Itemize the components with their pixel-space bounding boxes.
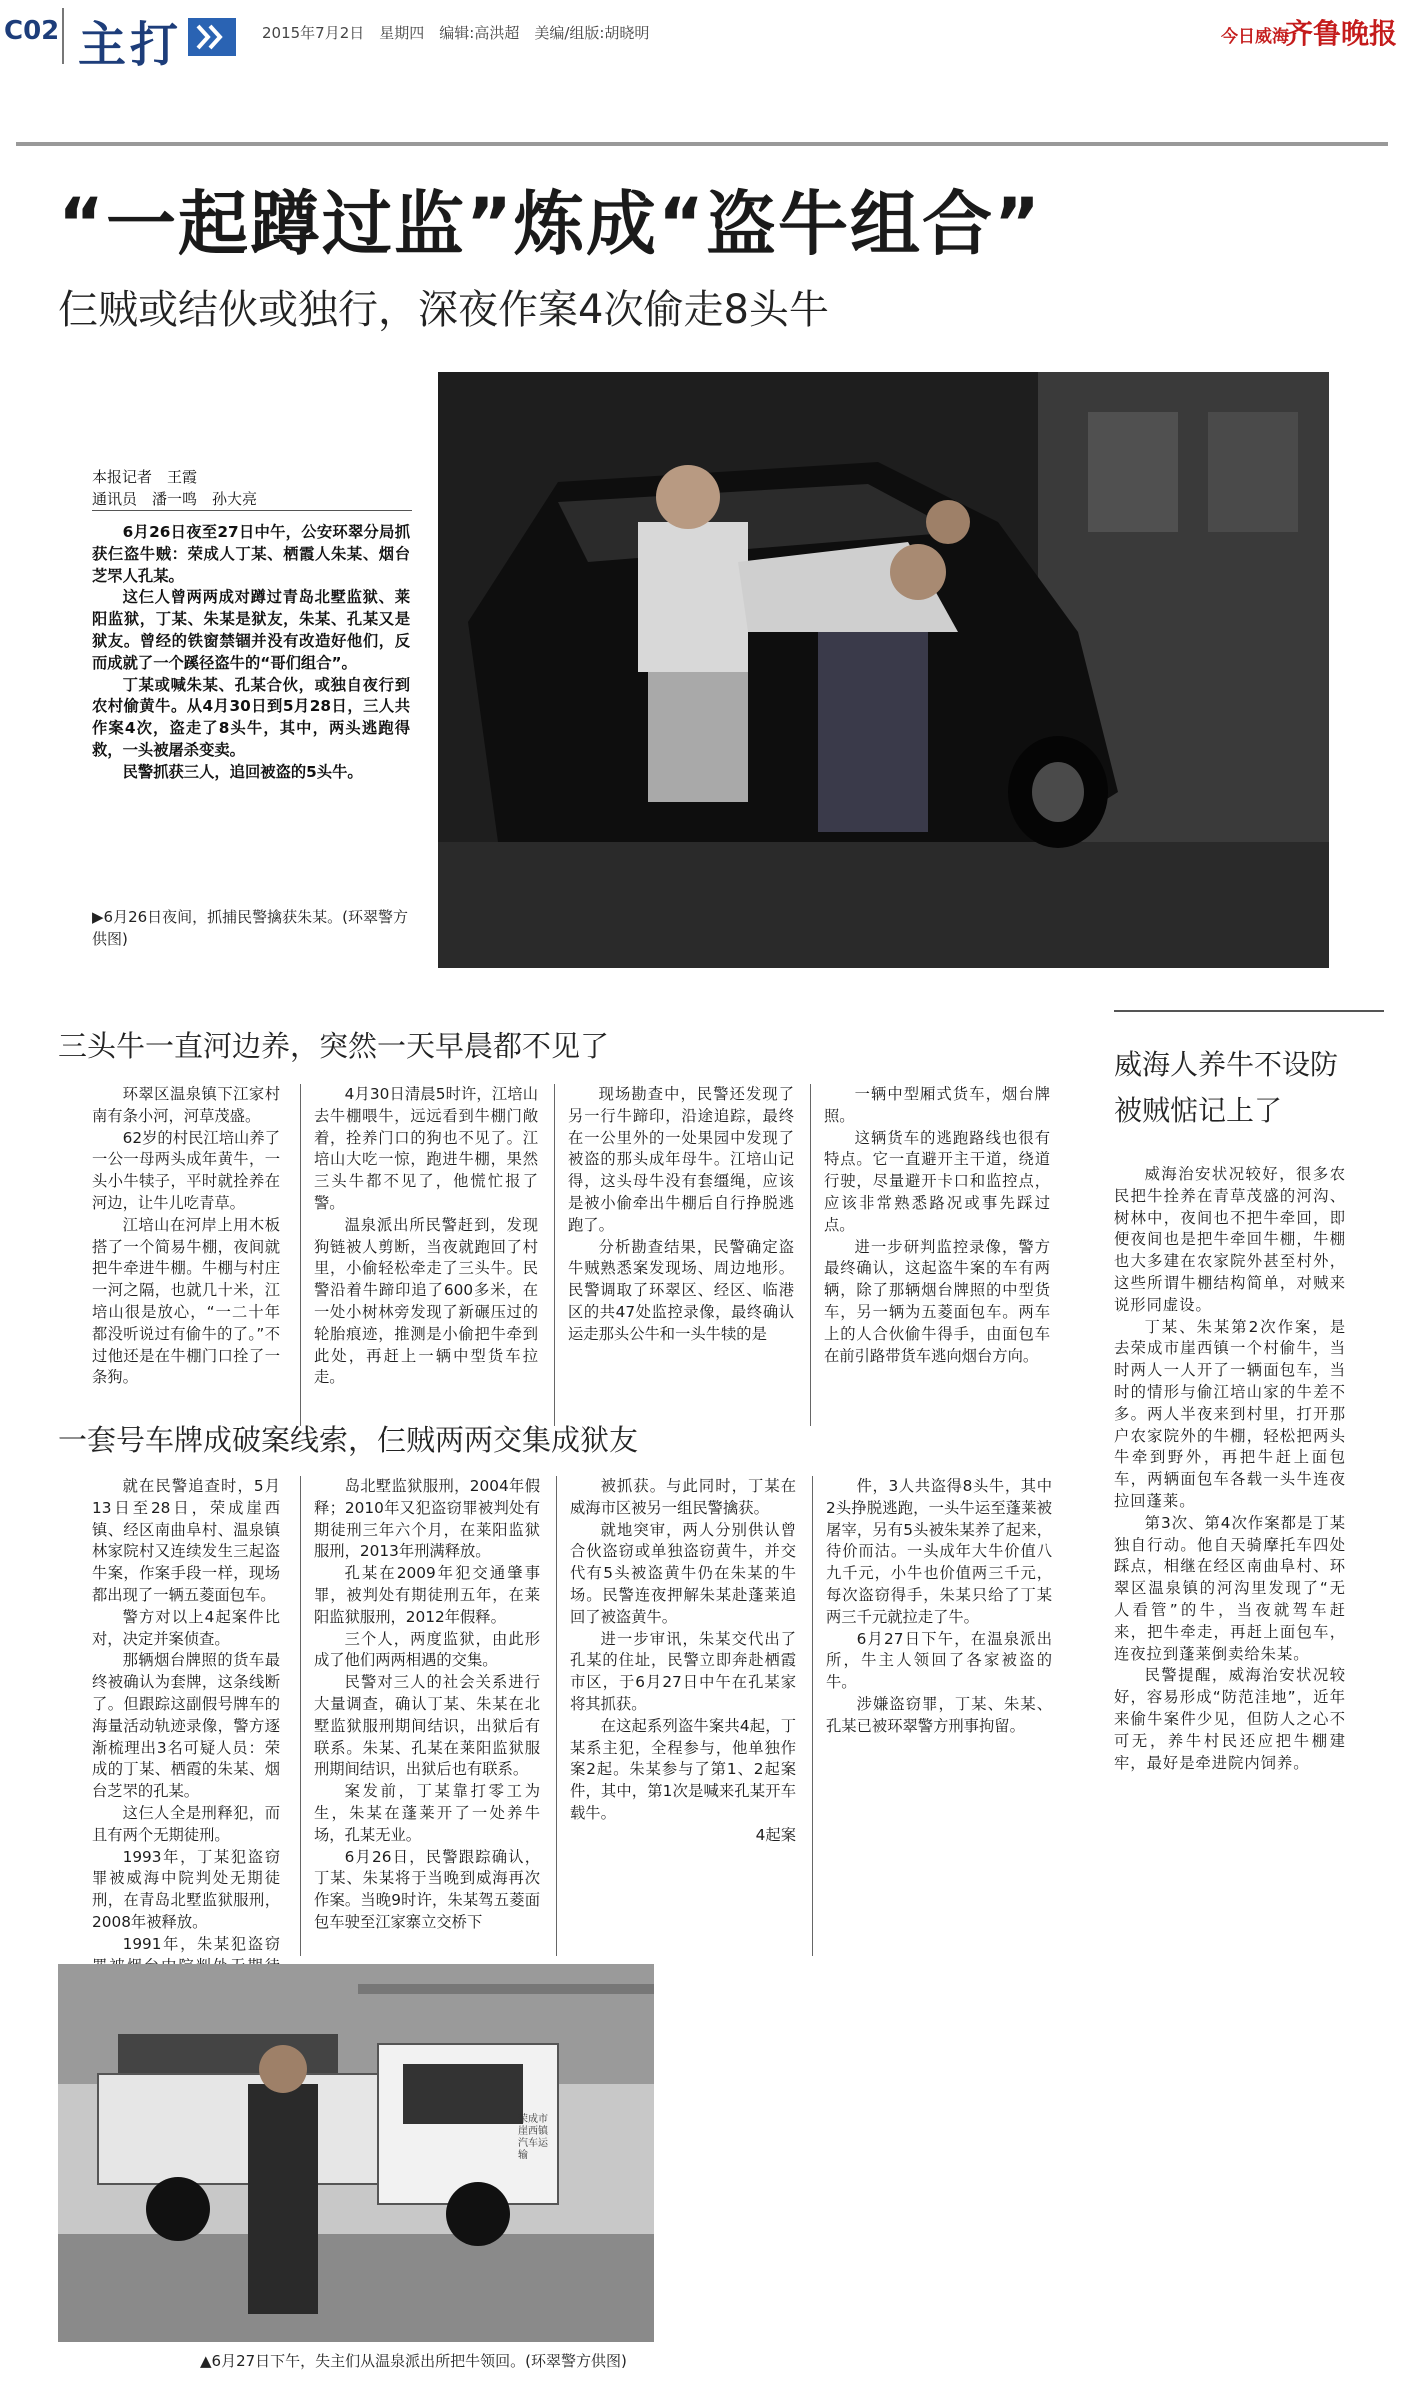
sidebar-paragraph: 第3次、第4次作案都是丁某独自行动。他自天骑摩托车四处踩点，相继在经区南曲阜村、环翠区温泉镇的河沟里发现了“无人看管”的牛，当夜就驾车赶来，把牛牵走，再赶上面包车，连夜拉到蓬莱倒卖给朱某。 xyxy=(1114,1513,1346,1663)
section1-col4 xyxy=(824,1084,1050,1367)
paragraph: 进一步研判监控录像，警方最终确认，这起盗牛案的车有两辆，除了那辆烟台牌照的中型货车，另一辆为五菱面包车。两车上的人合伙偷牛得手，由面包车在前引路带货车逃向烟台方向。 xyxy=(824,1237,1050,1365)
section2-col2 xyxy=(314,1476,540,1934)
section2-title: 一套号车牌成破案线索，仨贼两两交集成狱友 xyxy=(58,1423,639,1457)
newspaper-logo: 齐鲁晚报 xyxy=(1284,17,1397,50)
column-divider xyxy=(300,1084,301,1426)
section2-col3 xyxy=(570,1476,796,1847)
paragraph: 就在民警追查时，5月13日至28日，荣成崖西镇、经区南曲阜村、温泉镇林家院村又连续发生三起盗牛案，作案手段一样，现场都出现了一辆五菱面包车。 xyxy=(92,1477,280,1604)
section1-col2 xyxy=(314,1084,538,1389)
column-divider xyxy=(554,1084,555,1426)
paragraph: 件，3人共盗得8头牛，其中2头挣脱逃跑，一头牛运至蓬莱被屠宰，另有5头被朱某养了起来，待价而沽。一头成年大牛价值八九千元，小牛也价值两三千元，每次盗窃得手，朱某只给了丁某两三千元就拉走了牛。 xyxy=(826,1477,1052,1626)
section1-col3 xyxy=(568,1084,794,1346)
paragraph: 岛北墅监狱服刑，2004年假释；2010年又犯盗窃罪被判处有期徒刑三年六个月，在莱阳监狱服刑，2013年刑满释放。 xyxy=(314,1477,540,1561)
paragraph: 1991年，朱某犯盗窃 xyxy=(122,1934,280,1953)
paragraph: 环翠区温泉镇下江家村南有条小河，河草茂盛。 xyxy=(92,1085,280,1125)
paragraph: 一辆中型厢式货车，烟台牌照。 xyxy=(824,1085,1050,1125)
sidebar-title: 威海人养牛不设防被贼惦记上了 xyxy=(1114,1048,1339,1127)
paragraph: 涉嫌盗窃罪，丁某、朱某、孔某已被环翠警方刑事拘留。 xyxy=(826,1694,1052,1735)
lead-text xyxy=(92,522,410,784)
paragraph: 这辆货车的逃跑路线也很有特点。它一直避开主干道，绕道行驶，尽量避开卡口和监控点，应该非常熟悉路况或事先踩过点。 xyxy=(824,1128,1050,1234)
truck-door-text: 荣成市崖西镇汽车运输 xyxy=(518,2114,548,2161)
column-divider xyxy=(300,1476,301,1956)
truck-photo xyxy=(58,1964,654,2342)
edition-name: 今日威海 xyxy=(1221,27,1289,47)
column-divider xyxy=(812,1476,813,1956)
byline-correspondents: 通讯员 潘一鸣 孙大亮 xyxy=(92,490,258,508)
section1-title: 三头牛一直河边养，突然一天早晨都不见了 xyxy=(58,1029,610,1063)
paragraph: 警方对以上4起案件比对，决定并案侦查。 xyxy=(92,1607,280,1648)
paragraph: 62岁的村民江培山养了一公一母两头成年黄牛，一头小牛犊子，平时就拴养在河边，让牛儿吃青草。 xyxy=(92,1128,280,1212)
byline-reporter: 本报记者 王霞 xyxy=(92,468,198,486)
paragraph: 分析勘查结果，民警确定盗牛贼熟悉案发现场、周边地形。民警调取了环翠区、经区、临港区的共47处监控录像，最终确认运走那头公牛和一头牛犊的是 xyxy=(568,1237,794,1343)
paragraph: 现场勘查中，民警还发现了另一行牛蹄印，沿途追踪，最终在一公里外的一处果园中发现了被盗的那头成年母牛。江培山记得，这头母牛没有套缰绳，应该是被小偷牵出牛棚后自行挣脱逃跑了。 xyxy=(568,1085,794,1234)
lead-paragraph: 民警抓获三人，追回被盗的5头牛。 xyxy=(122,762,363,781)
column-divider xyxy=(810,1084,811,1426)
section1-col1 xyxy=(92,1084,280,1389)
paragraph: 4月30日清晨5时许，江培山去牛棚喂牛，远远看到牛棚门敞着，拴养门口的狗也不见了。江培山大吃一惊，跑进牛棚，果然三头牛都不见了，他慌忙报了警。 xyxy=(314,1085,538,1212)
paragraph: 三个人，两度监狱，由此形成了他们两两相遇的交集。 xyxy=(314,1629,540,1670)
section-name: 主打 xyxy=(78,17,183,73)
arrest-photo xyxy=(438,372,1329,968)
paragraph: 孔某在2009年犯交通肇事罪，被判处有期徒刑五年，在莱阳监狱服刑，2012年假释。 xyxy=(314,1564,540,1626)
paragraph: 就地突审，两人分别供认曾合伙盗窃或单独盗窃黄牛，并交代有5头被盗黄牛仍在朱某的牛场。民警连夜押解朱某赴蓬莱追回了被盗黄牛。 xyxy=(570,1520,796,1626)
lead-paragraph: 这仨人曾两两成对蹲过青岛北墅监狱、莱阳监狱，丁某、朱某是狱友，朱某、孔某又是狱友。曾经的铁窗禁锢并没有改造好他们，反而成就了一个蹊径盗牛的“哥们组合”。 xyxy=(92,588,410,672)
sidebar-paragraph: 丁某、朱某第2次作案，是去荣成市崖西镇一个村偷牛，当时两人一人开了一辆面包车，当时的情形与偷江培山家的牛差不多。两人半夜来到村里，打开那户农家院外的牛棚，轻松把两头牛牵到野外，再把牛赶上面包车，两辆面包车各载一头牛连夜拉回蓬莱。 xyxy=(1114,1317,1346,1510)
header-rule xyxy=(16,142,1388,146)
column-divider xyxy=(556,1476,557,1956)
photo1-caption: ▶6月26日夜间，抓捕民警擒获朱某。(环翠警方供图) xyxy=(92,908,409,948)
section2-col1 xyxy=(92,1476,280,1999)
page-number: C02 xyxy=(4,16,60,46)
byline xyxy=(92,466,412,511)
sidebar-paragraph: 威海治安状况较好，很多农民把牛拴养在青草茂盛的河沟、树林中，夜间也不把牛牵回，即便夜间也是把牛牵回牛棚，牛棚也大多建在农家院外甚至村外，这些所谓牛棚结构简单，对贼来说形同虚设。 xyxy=(1114,1165,1346,1314)
paragraph: 6月27日下午，在温泉派出所，牛主人领回了各家被盗的牛。 xyxy=(826,1629,1052,1692)
photo2-caption: ▲6月27日下午，失主们从温泉派出所把牛领回。(环翠警方供图) xyxy=(200,2352,627,2370)
sidebar-paragraph: 民警提醒，威海治安状况较好，容易形成“防范洼地”，近年来偷牛案件少见，但防人之心不可无，养牛村民还应把牛棚建牢，最好是牵进院内饲养。 xyxy=(1114,1666,1346,1772)
paragraph: 6月26日，民警跟踪确认，丁某、朱某将于当晚到威海再次作案。当晚9时许，朱某驾五菱面包车驶至江家寨立交桥下 xyxy=(314,1847,540,1931)
lead-paragraph: 6月26日夜至27日中午，公安环翠分局抓获仨盗牛贼：荣成人丁某、栖霞人朱某、烟台芝罘人孔某。 xyxy=(92,523,410,585)
section2-col4 xyxy=(826,1476,1052,1738)
paragraph: 被抓获。与此同时，丁某在威海市区被另一组民警擒获。 xyxy=(570,1477,796,1517)
paragraph: 1993年，丁某犯盗窃罪被威海中院判处无期徒刑，在青岛北墅监狱服刑，2008年被释放。 xyxy=(92,1847,280,1931)
paragraph: 那辆烟台牌照的货车最终被确认为套牌，这条线断了。但跟踪这副假号牌车的海量活动轨迹录像，警方逐渐梳理出3名可疑人员：荣成的丁某、栖霞的朱某、烟台芝罘的孔某。 xyxy=(92,1651,280,1801)
paragraph: 在这起系列盗牛案共4起，丁某系主犯，全程参与，他单独作案2起。朱某参与了第1、2起案件，其中，第1次是喊来孔某开车载牛。 xyxy=(570,1716,796,1822)
headline: “一起蹲过监”炼成“盗牛组合” xyxy=(58,183,1043,265)
issue-meta: 2015年7月2日 星期四 编辑:高洪超 美编/组版:胡晓明 xyxy=(262,24,650,42)
subheadline: 仨贼或结伙或独行，深夜作案4次偷走8头牛 xyxy=(58,287,829,333)
lead-paragraph: 丁某或喊朱某、孔某合伙，或独自夜行到农村偷黄牛。从4月30日到5月28日，三人共作案4次，盗走了8头牛，其中，两头逃跑得救，一头被屠杀变卖。 xyxy=(92,675,410,759)
paragraph: 温泉派出所民警赶到，发现狗链被人剪断，当夜就跑回了村里，小偷轻松牵走了三头牛。民警沿着牛蹄印追了600多米，在一处小树林旁发现了新碾压过的轮胎痕迹，推测是小偷把牛牵到此处，再赶上一辆中型货车拉走。 xyxy=(314,1215,538,1387)
paragraph: 4起案 xyxy=(755,1825,796,1844)
header-divider xyxy=(62,8,64,64)
chevron-right-icon xyxy=(188,18,236,56)
paragraph: 进一步审讯，朱某交代出了孔某的住址，民警立即奔赴栖霞市区，于6月27日中午在孔某家将其抓获。 xyxy=(570,1629,796,1713)
sidebar-top-rule xyxy=(1114,1010,1384,1012)
paragraph: 这仨人全是刑释犯，而且有两个无期徒刑。 xyxy=(92,1803,280,1844)
paragraph: 民警对三人的社会关系进行大量调查，确认丁某、朱某在北墅监狱服刑期间结识，出狱后有联系。朱某、孔某在莱阳监狱服刑期间结识，出狱后也有联系。 xyxy=(314,1673,540,1779)
paragraph: 江培山在河岸上用木板搭了一个简易牛棚，夜间就把牛牵进牛棚。牛棚与村庄一河之隔，也就几十米，江培山很是放心，“一二十年都没听说过有偷牛的了。”不过他还是在牛棚门口拴了一条狗。 xyxy=(92,1215,280,1387)
sidebar-text xyxy=(1114,1164,1346,1774)
paragraph: 案发前，丁某靠打零工为生，朱某在蓬莱开了一处养牛场，孔某无业。 xyxy=(314,1782,540,1844)
